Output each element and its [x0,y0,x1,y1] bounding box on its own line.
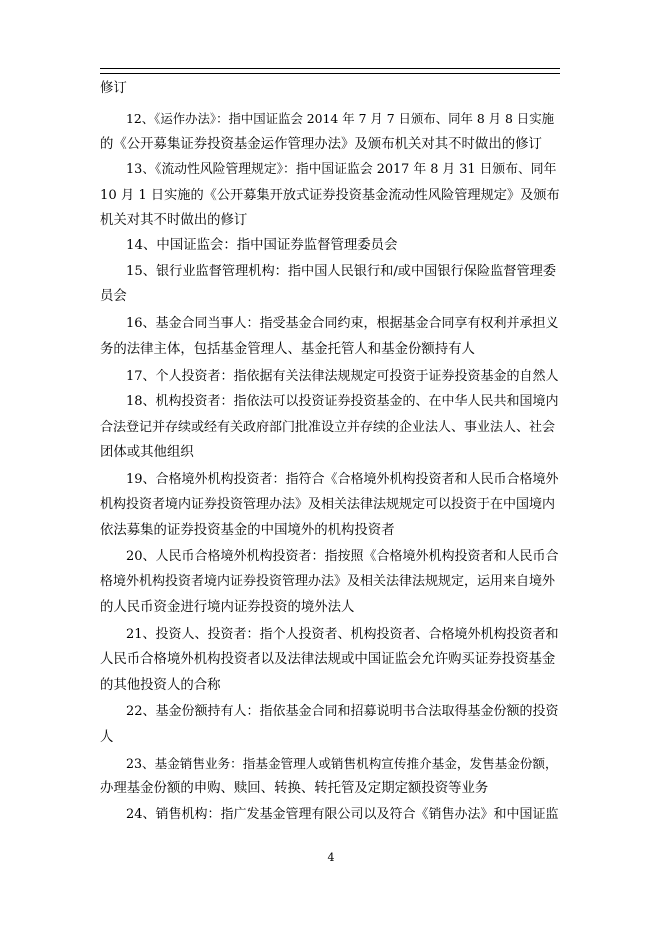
text-line: 的其他投资人的合称 [100,678,221,693]
text-line: 23、基金销售业务：指基金管理人或销售机构宣传推介基金，发售基金份额， [126,756,558,771]
text-line: 办理基金份额的申购、赎回、转换、转托管及定期定额投资等业务 [100,781,489,796]
text-line: 14、中国证监会：指中国证券监督管理委员会 [126,238,398,253]
text-line: 务的法律主体，包括基金管理人、基金托管人和基金份额持有人 [100,342,475,357]
text-line: 人 [100,730,114,745]
text-line: 24、销售机构：指广发基金管理有限公司以及符合《销售办法》和中国证监 [126,807,559,822]
text-line: 13、《流动性风险管理规定》：指中国证监会 2017 年 8 月 31 日颁布、同年 [126,162,557,177]
text-line: 修订 [100,81,127,96]
text-line: 17、个人投资者：指依据有关法律法规规定可投资于证券投资基金的自然人 [126,369,559,384]
text-line: 合法登记并存续或经有关政府部门批准设立并存续的企业法人、事业法人、社会 [100,420,556,435]
text-line: 团体或其他组织 [100,445,194,460]
header-rule-thin [100,73,560,74]
text-line: 19、合格境外机构投资者：指符合《合格境外机构投资者和人民币合格境外 [126,472,559,487]
text-line: 16、基金合同当事人：指受基金合同约束，根据基金合同享有权利并承担义 [126,316,559,331]
text-line: 21、投资人、投资者：指个人投资者、机构投资者、合格境外机构投资者和 [126,627,559,642]
text-line: 机构投资者境内证券投资管理办法》及相关法律法规规定可以投资于在中国境内 [100,497,556,512]
header-rule-thick [100,68,560,69]
text-line: 22、基金份额持有人：指依基金合同和招募说明书合法取得基金份额的投资 [126,704,559,719]
text-line: 12、《运作办法》：指中国证监会 2014 年 7 月 7 日颁布、同年 8 月 8 日实施 [126,111,554,126]
text-line: 依法募集的证券投资基金的中国境外的机构投资者 [100,523,395,538]
text-line: 的人民币资金进行境内证券投资的境外法人 [100,600,355,615]
text-line: 10 月 1 日实施的《公开募集开放式证券投资基金流动性风险管理规定》及颁布 [100,188,560,203]
text-line: 20、人民币合格境外机构投资者：指按照《合格境外机构投资者和人民币合 [126,549,559,564]
text-line: 机关对其不时做出的修订 [100,213,248,228]
text-line: 员会 [100,289,127,304]
text-line: 格境外机构投资者境内证券投资管理办法》及相关法律法规规定，运用来自境外 [100,574,556,589]
text-line: 18、机构投资者：指依法可以投资证券投资基金的、在中华人民共和国境内 [126,394,559,409]
text-line: 人民币合格境外机构投资者以及法律法规或中国证监会允许购买证券投资基金 [100,652,556,667]
text-line: 15、银行业监督管理机构：指中国人民银行和/或中国银行保险监督管理委 [126,264,557,279]
page-number: 4 [327,851,335,864]
text-line: 的《公开募集证券投资基金运作管理办法》及颁布机关对其不时做出的修订 [100,137,542,152]
